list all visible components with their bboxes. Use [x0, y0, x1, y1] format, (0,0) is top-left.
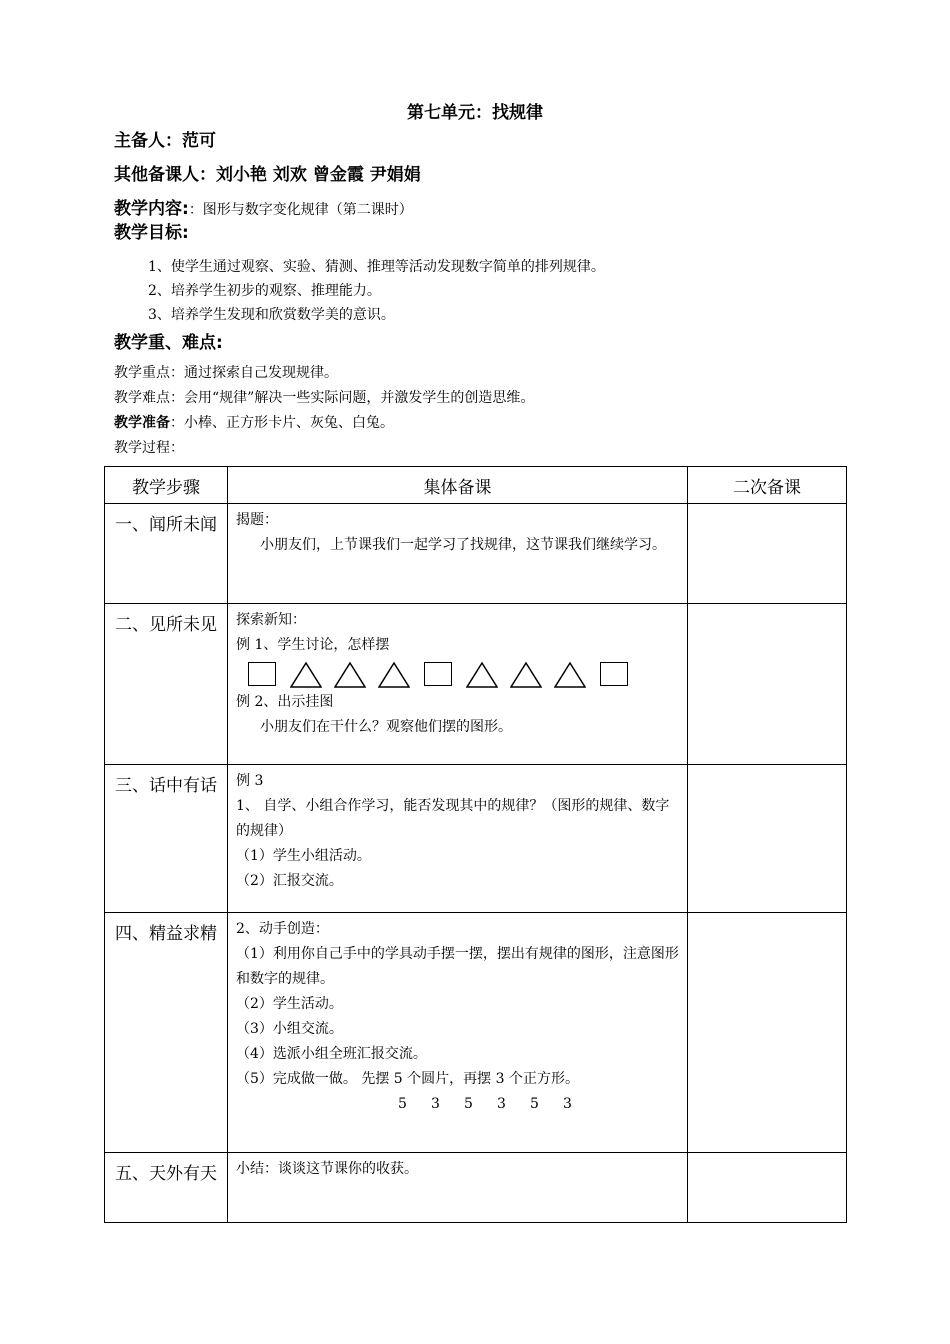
triangle-shape	[510, 662, 542, 688]
header-steps: 教学步骤	[105, 467, 228, 504]
sequence-number: 5	[398, 1096, 407, 1112]
cell-line: （4）选派小组全班汇报交流。	[236, 1046, 427, 1062]
step-cell: 三、话中有话	[105, 765, 228, 913]
table-row	[105, 604, 847, 765]
cell-line: （3）小组交流。	[236, 1021, 343, 1037]
difficulty: 教学难点：会用“规律”解决一些实际问题，并激发学生的创造思维。	[114, 390, 535, 406]
cell-line: （2）学生活动。	[236, 996, 343, 1012]
square-shape	[248, 662, 276, 686]
sequence-number: 3	[563, 1096, 572, 1112]
cell-line: 揭题：	[236, 512, 278, 528]
step-cell: 一、闻所未闻	[105, 504, 228, 604]
triangle-shape	[290, 662, 322, 688]
table-row	[105, 913, 847, 1153]
cell-line: （1）利用你自己手中的学具动手摆一摆，摆出有规律的图形，注意图形和数字的规律。	[236, 946, 679, 987]
table-header-row	[105, 467, 847, 504]
content-line	[114, 194, 413, 219]
cell-line: 例 3	[236, 773, 264, 789]
step-cell: 五、天外有天	[105, 1153, 228, 1223]
objectives-label: 教学目标:	[114, 223, 189, 243]
table-row	[105, 1153, 847, 1223]
step-cell: 二、见所未见	[105, 604, 228, 765]
number-sequence	[236, 1092, 679, 1117]
cell-line: （2）汇报交流。	[236, 873, 343, 889]
shape-sequence	[236, 662, 679, 690]
content-value: ：图形与数字变化规律（第二课时）	[188, 202, 413, 218]
second-plan-cell	[688, 913, 847, 1153]
content-cell	[228, 1153, 688, 1223]
cell-line: （1）学生小组活动。	[236, 848, 371, 864]
table-row	[105, 504, 847, 604]
sequence-number: 5	[530, 1096, 539, 1112]
content-cell	[228, 604, 688, 765]
other-preparers: 其他备课人：刘小艳 刘欢 曾金霞 尹娟娟	[114, 165, 421, 185]
objective-1: 1、使学生通过观察、实验、猜测、推理等活动发现数字简单的排列规律。	[148, 259, 605, 275]
page-title: 第七单元：找规律	[407, 103, 543, 123]
second-plan-cell	[688, 604, 847, 765]
objective-3: 3、培养学生发现和欣赏数学美的意识。	[148, 307, 395, 323]
cell-line: 小朋友们在干什么？观察他们摆的图形。	[260, 719, 512, 735]
sequence-number: 3	[497, 1096, 506, 1112]
sequence-number: 3	[431, 1096, 440, 1112]
header-group-plan: 集体备课	[228, 467, 688, 504]
cell-line: 例 2、出示挂图	[236, 694, 334, 710]
lead-preparer: 主备人：范可	[114, 131, 216, 151]
triangle-shape	[378, 662, 410, 688]
step-cell: 四、精益求精	[105, 913, 228, 1153]
second-plan-cell	[688, 1153, 847, 1223]
triangle-shape	[554, 662, 586, 688]
square-shape	[424, 662, 452, 686]
sequence-number: 5	[464, 1096, 473, 1112]
cell-line: 小朋友们，上节课我们一起学习了找规律，这节课我们继续学习。	[260, 537, 666, 553]
process-label: 教学过程：	[114, 440, 184, 456]
cell-line: 例 1、学生讨论，怎样摆	[236, 637, 390, 653]
content-cell	[228, 504, 688, 604]
key-points-label: 教学重、难点:	[114, 333, 223, 353]
content-label: 教学内容:	[114, 199, 189, 219]
cell-line: 2、动手创造：	[236, 921, 329, 937]
key-point: 教学重点：通过探索自己发现规律。	[114, 365, 338, 381]
content-cell	[228, 765, 688, 913]
lesson-table	[104, 466, 847, 1223]
header-second-plan: 二次备课	[688, 467, 847, 504]
table-row	[105, 765, 847, 913]
objective-2: 2、培养学生初步的观察、推理能力。	[148, 283, 381, 299]
cell-line: （5）完成做一做。 先摆 5 个圆片，再摆 3 个正方形。	[236, 1071, 579, 1087]
prep-line	[114, 412, 394, 432]
cell-line: 探索新知：	[236, 612, 306, 628]
second-plan-cell	[688, 765, 847, 913]
square-shape	[600, 662, 628, 686]
cell-line: 小结：谈谈这节课你的收获。	[236, 1161, 418, 1177]
second-plan-cell	[688, 504, 847, 604]
cell-line: 1、 自学、小组合作学习，能否发现其中的规律？（图形的规律、数字的规律）	[236, 798, 670, 839]
triangle-shape	[334, 662, 366, 688]
triangle-shape	[466, 662, 498, 688]
prep-label: 教学准备	[114, 415, 170, 431]
content-cell	[228, 913, 688, 1153]
prep-value: ：小棒、正方形卡片、灰兔、白兔。	[170, 415, 394, 431]
